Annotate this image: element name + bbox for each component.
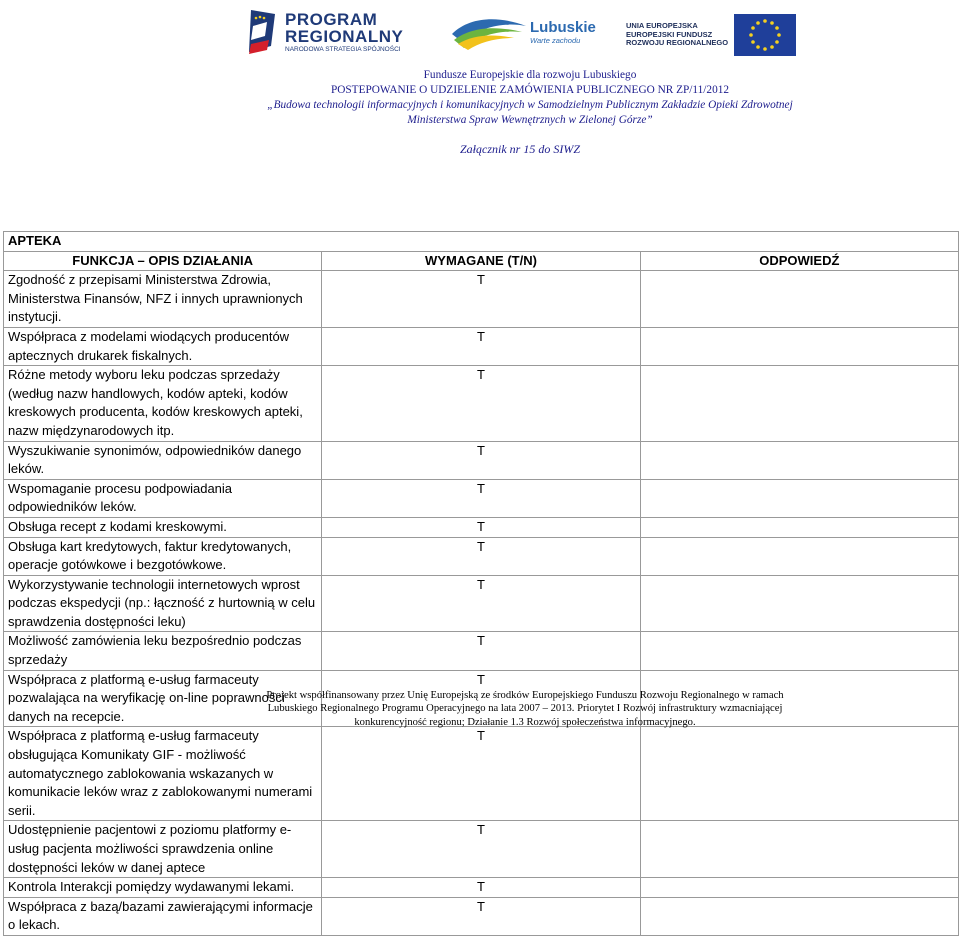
requirement-answer-cell[interactable] bbox=[640, 517, 958, 537]
requirement-answer-cell[interactable] bbox=[640, 441, 958, 479]
lubuskie-logo bbox=[450, 14, 596, 50]
lubuskie-logo-line2: Warte zachodu bbox=[530, 36, 581, 45]
program-regionalny-mark-icon bbox=[245, 6, 279, 58]
requirement-answer-cell[interactable] bbox=[640, 878, 958, 898]
requirement-answer-cell[interactable] bbox=[640, 327, 958, 365]
requirement-answer-cell[interactable] bbox=[640, 632, 958, 670]
table-row bbox=[4, 517, 959, 537]
table-row bbox=[4, 366, 959, 441]
table-row bbox=[4, 878, 959, 898]
requirement-required: T bbox=[322, 670, 640, 727]
table-row bbox=[4, 575, 959, 632]
requirement-description: Obsługa kart kredytowych, faktur kredytowanych, operacje gotówkowe i bezgotówkowe. bbox=[4, 537, 322, 575]
lubuskie-logo-line1: Lubuskie bbox=[530, 19, 596, 36]
requirement-description: Zgodność z przepisami Ministerstwa Zdrowia, Ministerstwa Finansów, NFZ i innych uprawnionych instytucji. bbox=[4, 271, 322, 328]
header-line-3: „Budowa technologii informacyjnych i komunikacyjnych w Samodzielnym Publicznym Zakładzie Opieki Zdrowotnej bbox=[267, 99, 793, 111]
requirement-description: Współpraca z platformą e-usług farmaceuty pozwalająca na weryfikację on-line poprawności danych na recepcie. bbox=[4, 670, 322, 727]
requirement-description: Udostępnienie pacjentowi z poziomu platformy e-usług pacjenta możliwości sprawdzenia online dostępności leków w danej aptece bbox=[4, 821, 322, 878]
requirement-answer-cell[interactable] bbox=[640, 821, 958, 878]
table-row bbox=[4, 479, 959, 517]
requirement-required: T bbox=[322, 878, 640, 898]
footer-line-1: Projekt współfinansowany przez Unię Europejską ze środków Europejskiego Funduszu Rozwoju Regionalnego w ramach bbox=[266, 690, 784, 701]
requirement-description: Wykorzystywanie technologii internetowych wprost podczas ekspedycji (np.: łączność z hurtownią w celu sprawdzenia dostępności leku) bbox=[4, 575, 322, 632]
requirement-required: T bbox=[322, 727, 640, 821]
requirement-description: Współpraca z bazą/bazami zawierającymi informacje o lekach. bbox=[4, 897, 322, 935]
program-logo-line2: REGIONALNY bbox=[285, 26, 404, 46]
requirement-required: T bbox=[322, 517, 640, 537]
requirement-description: Możliwość zamówienia leku bezpośrednio podczas sprzedaży bbox=[4, 632, 322, 670]
requirement-answer-cell[interactable] bbox=[640, 271, 958, 328]
lubuskie-wave-icon bbox=[450, 14, 528, 50]
requirement-required: T bbox=[322, 479, 640, 517]
requirement-required: T bbox=[322, 441, 640, 479]
table-row bbox=[4, 727, 959, 821]
requirement-required: T bbox=[322, 366, 640, 441]
table-row bbox=[4, 327, 959, 365]
requirement-description: Różne metody wyboru leku podczas sprzedaży (według nazw handlowych, kodów apteki, kodów kreskowych producenta, kodów kreskowych apteki, nazw międzynarodowych itp. bbox=[4, 366, 322, 441]
requirement-required: T bbox=[322, 537, 640, 575]
requirement-required: T bbox=[322, 575, 640, 632]
requirement-required: T bbox=[322, 327, 640, 365]
table-row bbox=[4, 271, 959, 328]
col-header-answer: ODPOWIEDŹ bbox=[640, 251, 958, 271]
requirement-required: T bbox=[322, 897, 640, 935]
footer-line-2: Lubuskiego Regionalnego Programu Operacyjnego na lata 2007 – 2013. Priorytet I Rozwój infrastruktury wzmacniającej bbox=[267, 703, 783, 715]
program-regionalny-logo bbox=[245, 6, 403, 58]
requirement-required: T bbox=[322, 271, 640, 328]
table-row bbox=[4, 821, 959, 878]
table-row bbox=[4, 632, 959, 670]
requirement-description: Wspomaganie procesu podpowiadania odpowiedników leków. bbox=[4, 479, 322, 517]
header-line-4: Ministerstwa Spraw Wewnętrznych w Zielonej Górze” bbox=[407, 114, 653, 126]
requirement-answer-cell[interactable] bbox=[640, 727, 958, 821]
col-header-function: FUNKCJA – OPIS DZIAŁANIA bbox=[4, 251, 322, 271]
eu-logo bbox=[626, 14, 796, 56]
eu-logo-line1: UNIA EUROPEJSKA bbox=[626, 21, 698, 31]
col-header-required: WYMAGANE (T/N) bbox=[322, 251, 640, 271]
header-row bbox=[4, 251, 959, 271]
table-row bbox=[4, 441, 959, 479]
program-logo-line3: NARODOWA STRATEGIA SPÓJNOŚCI bbox=[285, 45, 401, 53]
section-row bbox=[4, 232, 959, 252]
header-line-2: POSTEPOWANIE O UDZIELENIE ZAMÓWIENIA PUBLICZNEGO NR ZP/11/2012 bbox=[330, 84, 730, 96]
eu-flag-icon bbox=[734, 14, 796, 56]
requirement-description: Obsługa recept z kodami kreskowymi. bbox=[4, 517, 322, 537]
program-logo-line1: PROGRAM bbox=[285, 9, 378, 29]
annex-title: Załącznik nr 15 do SIWZ bbox=[460, 142, 580, 156]
requirement-answer-cell[interactable] bbox=[640, 479, 958, 517]
footer bbox=[205, 689, 845, 729]
requirement-description: Kontrola Interakcji pomiędzy wydawanymi lekami. bbox=[4, 878, 322, 898]
requirement-answer-cell[interactable] bbox=[640, 897, 958, 935]
requirement-description: Współpraca z platformą e-usług farmaceuty obsługująca Komunikaty GIF - możliwość automatycznego zablokowania wskazanych w komunikacie leków wraz z zablokowanymi numerami serii. bbox=[4, 727, 322, 821]
requirement-answer-cell[interactable] bbox=[640, 575, 958, 632]
document-header bbox=[230, 68, 830, 128]
requirements-table bbox=[3, 231, 959, 936]
table-row bbox=[4, 537, 959, 575]
table-row bbox=[4, 897, 959, 935]
eu-logo-line3: ROZWOJU REGIONALNEGO bbox=[626, 38, 729, 48]
requirement-description: Wyszukiwanie synonimów, odpowiedników danego leków. bbox=[4, 441, 322, 479]
requirement-answer-cell[interactable] bbox=[640, 537, 958, 575]
footer-line-3: konkurencyjność regionu; Działanie 1.3 Rozwój społeczeństwa informacyjnego. bbox=[354, 716, 696, 728]
logo-bar bbox=[0, 0, 960, 70]
requirement-answer-cell[interactable] bbox=[640, 366, 958, 441]
requirement-required: T bbox=[322, 821, 640, 878]
header-line-1: Fundusze Europejskie dla rozwoju Lubuskiego bbox=[423, 69, 637, 81]
section-title: APTEKA bbox=[4, 232, 959, 252]
requirement-required: T bbox=[322, 632, 640, 670]
eu-logo-line2: EUROPEJSKI FUNDUSZ bbox=[626, 29, 713, 39]
requirement-description: Współpraca z modelami wiodących producentów aptecznych drukarek fiskalnych. bbox=[4, 327, 322, 365]
